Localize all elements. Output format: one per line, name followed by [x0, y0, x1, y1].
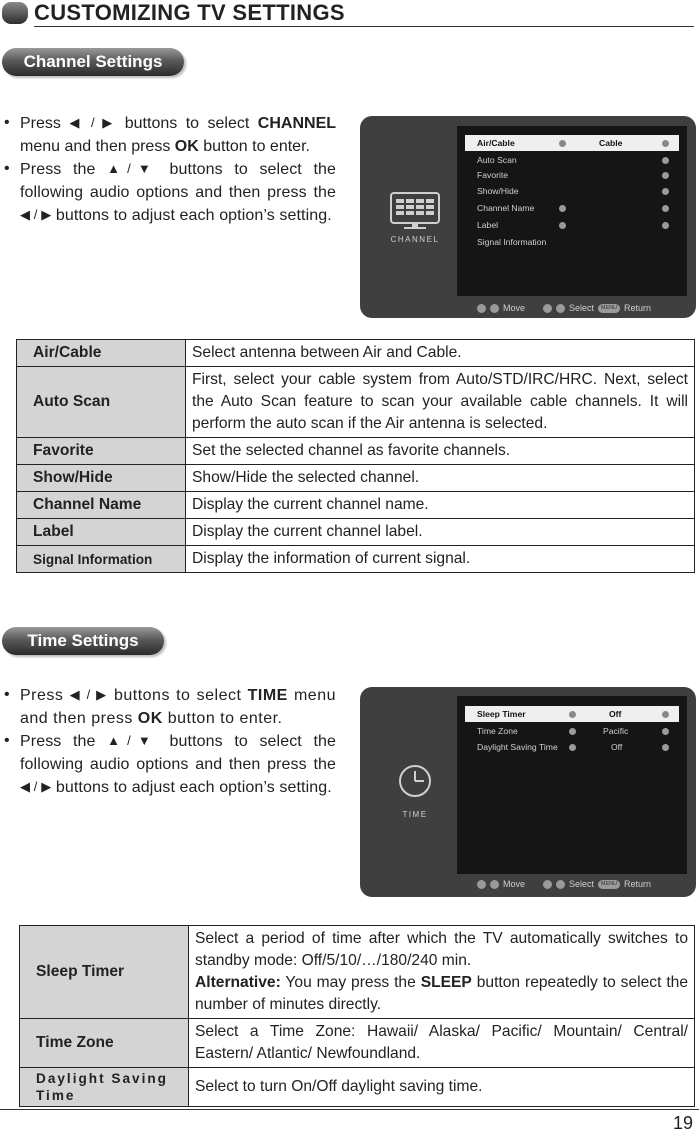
menu-row-favorite[interactable]: Favorite: [465, 167, 679, 183]
header-rule: [34, 26, 694, 27]
menu-row-channel-name[interactable]: Channel Name: [465, 200, 679, 216]
channel-bullet-2: • Press the ▲/▼ buttons to select the following audio options and then press the ◀ / ▶ buttons to adjust each option’s setting.: [2, 158, 336, 228]
table-row: Sleep Timer Select a period of time after which the TV automatically switches to standby mode: Off/5/10/…/180/240 min. Alternative: You may press the SLEEP button repeatedly to select the number of minutes directly.: [20, 926, 695, 1019]
clock-icon: [397, 763, 433, 804]
menu-row-daylight-saving[interactable]: Daylight Saving Time Off: [465, 739, 679, 755]
right-button-icon: [556, 880, 565, 889]
header-badge: [2, 2, 28, 24]
time-settings-table: [19, 925, 695, 1107]
table-row: Channel Name Display the current channel name.: [17, 492, 695, 519]
page-number: 19: [672, 1113, 693, 1133]
page-title: CUSTOMIZING TV SETTINGS: [34, 0, 345, 25]
channel-settings-table: [16, 339, 695, 573]
menu-row-time-zone[interactable]: Time Zone Pacific: [465, 723, 679, 739]
time-bullet-1: • Press ◀ / ▶ buttons to select TIME menu and then press OK button to enter.: [2, 684, 336, 730]
time-icon-label: TIME: [402, 810, 428, 819]
time-settings-pill: Time Settings: [2, 627, 164, 655]
channel-settings-pill: Channel Settings: [2, 48, 184, 76]
down-button-icon: [490, 304, 499, 313]
time-menu-panel: [457, 696, 687, 874]
menu-button-icon: MENU: [598, 304, 620, 313]
menu-row-signal-information[interactable]: Signal Information: [477, 237, 547, 247]
menu-row-label[interactable]: Label: [465, 217, 679, 233]
down-button-icon: [490, 880, 499, 889]
time-menu-screenshot: [360, 687, 696, 897]
footer-rule: [0, 1109, 699, 1110]
channel-bullet-1: • Press ◀ / ▶ buttons to select CHANNEL menu and then press OK button to enter.: [2, 112, 336, 158]
table-row: Air/Cable Select antenna between Air and Cable.: [17, 340, 695, 367]
table-row: Show/Hide Show/Hide the selected channel.: [17, 465, 695, 492]
channel-menu-footer: Move Select MENU Return: [477, 303, 651, 313]
tv-icon: [390, 192, 440, 237]
channel-instructions: [2, 112, 336, 228]
menu-row-air-cable[interactable]: Air/Cable Cable: [465, 135, 679, 151]
right-button-icon: [556, 304, 565, 313]
menu-button-icon: MENU: [598, 880, 620, 889]
time-instructions: [2, 684, 336, 800]
channel-icon-label: CHANNEL: [390, 235, 440, 244]
menu-row-show-hide[interactable]: Show/Hide: [465, 183, 679, 199]
time-bullet-2: • Press the ▲/▼ buttons to select the following audio options and then press the ◀ / ▶ buttons to adjust each option’s setting.: [2, 730, 336, 800]
up-button-icon: [477, 304, 486, 313]
left-button-icon: [543, 880, 552, 889]
time-menu-footer: Move Select MENU Return: [477, 879, 651, 889]
channel-menu-panel: [457, 126, 687, 296]
left-button-icon: [543, 304, 552, 313]
table-row: Signal Information Display the information of current signal.: [17, 546, 695, 573]
menu-row-sleep-timer[interactable]: Sleep Timer Off: [465, 706, 679, 722]
menu-row-auto-scan[interactable]: Auto Scan: [465, 152, 679, 168]
table-row: Label Display the current channel label.: [17, 519, 695, 546]
table-row: Time Zone Select a Time Zone: Hawaii/ Alaska/ Pacific/ Mountain/ Central/ Eastern/ Atlantic/ Newfoundland.: [20, 1019, 695, 1068]
channel-menu-screenshot: [360, 116, 696, 318]
table-row: Auto Scan First, select your cable system from Auto/STD/IRC/HRC. Next, select the Auto Scan feature to scan your available cable channels. It will perform the auto scan if the Air antenna is selected.: [17, 367, 695, 438]
up-button-icon: [477, 880, 486, 889]
table-row: Daylight Saving Time Select to turn On/Off daylight saving time.: [20, 1068, 695, 1107]
table-row: Favorite Set the selected channel as favorite channels.: [17, 438, 695, 465]
